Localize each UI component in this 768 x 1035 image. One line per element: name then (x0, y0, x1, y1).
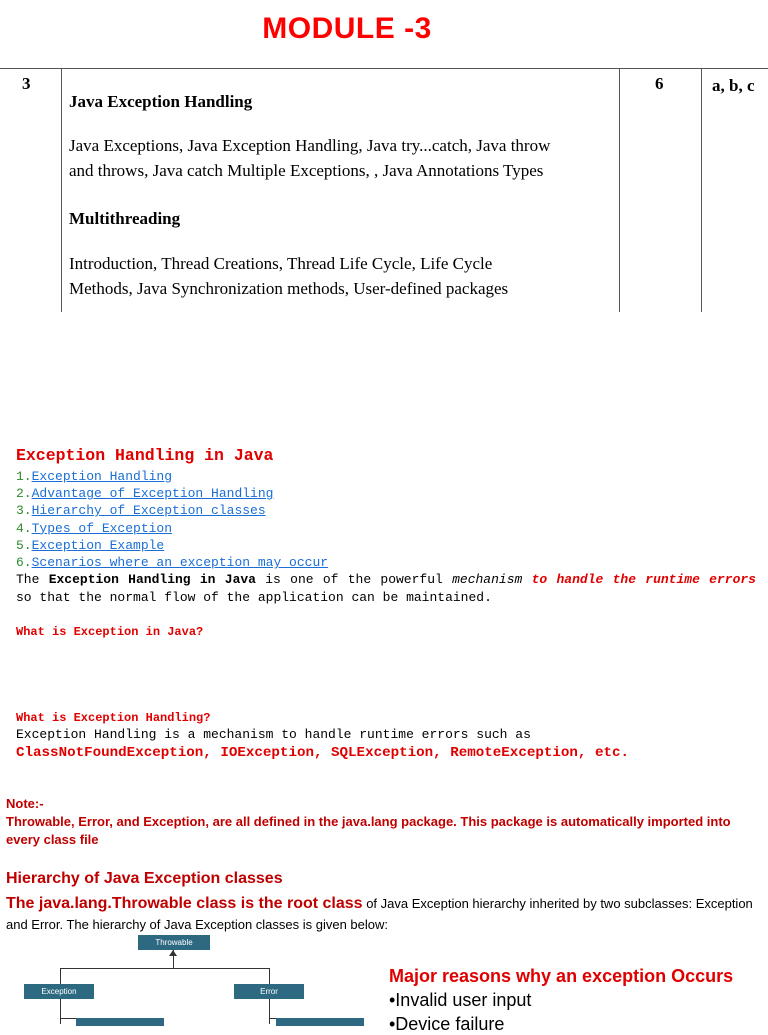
outcomes: a, b, c (712, 76, 755, 95)
connector-line (269, 999, 270, 1024)
toc-item[interactable]: 4.Types of Exception (16, 520, 173, 536)
intro-paragraph: The Exception Handling in Java is one of the powerful mechanism to handle the runtime errors so that the normal flow of the application can be maintained. (16, 572, 756, 605)
section-title: Exception Handling in Java (16, 446, 274, 465)
table-divider-1 (61, 68, 62, 312)
exception-examples: ClassNotFoundException, IOException, SQLException, RemoteException, etc. (16, 745, 629, 761)
toc-link[interactable]: Advantage of Exception Handling (31, 486, 274, 502)
syllabus-body-exceptions-2: and throws, Java catch Multiple Exceptions, , Java Annotations Types (69, 161, 544, 180)
table-top-border (0, 68, 768, 69)
unit-number: 3 (22, 74, 31, 93)
exception-child-node (76, 1018, 164, 1026)
reason-item: •Invalid user input (389, 990, 532, 1010)
connector-line (60, 1018, 76, 1019)
connector-line (60, 999, 61, 1024)
toc-item[interactable]: 2.Advantage of Exception Handling (16, 486, 274, 502)
hours: 6 (655, 74, 664, 93)
toc-link[interactable]: Exception Example (31, 537, 165, 553)
throwable-node: Throwable (138, 935, 210, 950)
error-node: Error (234, 984, 304, 999)
exception-node: Exception (24, 984, 94, 999)
syllabus-body-exceptions-1: Java Exceptions, Java Exception Handling, Java try...catch, Java throw (69, 136, 551, 155)
toc-link[interactable]: Scenarios where an exception may occur (31, 555, 329, 571)
toc-item[interactable]: 1.Exception Handling (16, 469, 173, 484)
toc-link[interactable]: Types of Exception (31, 520, 173, 536)
reason-item: •Device failure (389, 1014, 505, 1034)
connector-line (60, 968, 270, 969)
toc-link[interactable]: Hierarchy of Exception classes (31, 503, 266, 519)
reasons-title: Major reasons why an exception Occurs (389, 966, 734, 986)
note-label: Note:- (6, 796, 44, 811)
toc-link[interactable]: Exception Handling (31, 469, 173, 484)
connector-line (60, 968, 61, 984)
syllabus-body-multithreading-1: Introduction, Thread Creations, Thread Life Cycle, Life Cycle (69, 254, 493, 273)
toc-item[interactable]: 5.Exception Example (16, 537, 165, 553)
connector-line (269, 968, 270, 984)
question-what-is-exception-handling: What is Exception Handling? (16, 711, 211, 725)
arrow-up-icon (169, 950, 177, 956)
table-of-contents (16, 468, 328, 571)
root-class-paragraph: The java.lang.Throwable class is the root class of Java Exception hierarchy inherited by two subclasses: Exception and Error. The hierarchy of Java Exception classes is given below: (6, 895, 753, 932)
syllabus-heading-multithreading: Multithreading (69, 209, 181, 228)
module-title: MODULE -3 (262, 12, 432, 45)
table-divider-2 (619, 68, 620, 312)
note-text: Throwable, Error, and Exception, are all defined in the java.lang package. This package is automatically imported into every class file (6, 814, 731, 847)
answer-exception-handling: Exception Handling is a mechanism to handle runtime errors such as (16, 727, 531, 742)
toc-item[interactable]: 6.Scenarios where an exception may occur (16, 555, 329, 571)
table-divider-3 (701, 68, 702, 312)
toc-item[interactable]: 3.Hierarchy of Exception classes (16, 503, 266, 519)
hierarchy-title: Hierarchy of Java Exception classes (6, 870, 283, 887)
error-child-node (276, 1018, 364, 1026)
question-what-is-exception: What is Exception in Java? (16, 625, 204, 639)
syllabus-body-multithreading-2: Methods, Java Synchronization methods, User-defined packages (69, 279, 509, 298)
syllabus-heading-exceptions: Java Exception Handling (69, 92, 253, 111)
